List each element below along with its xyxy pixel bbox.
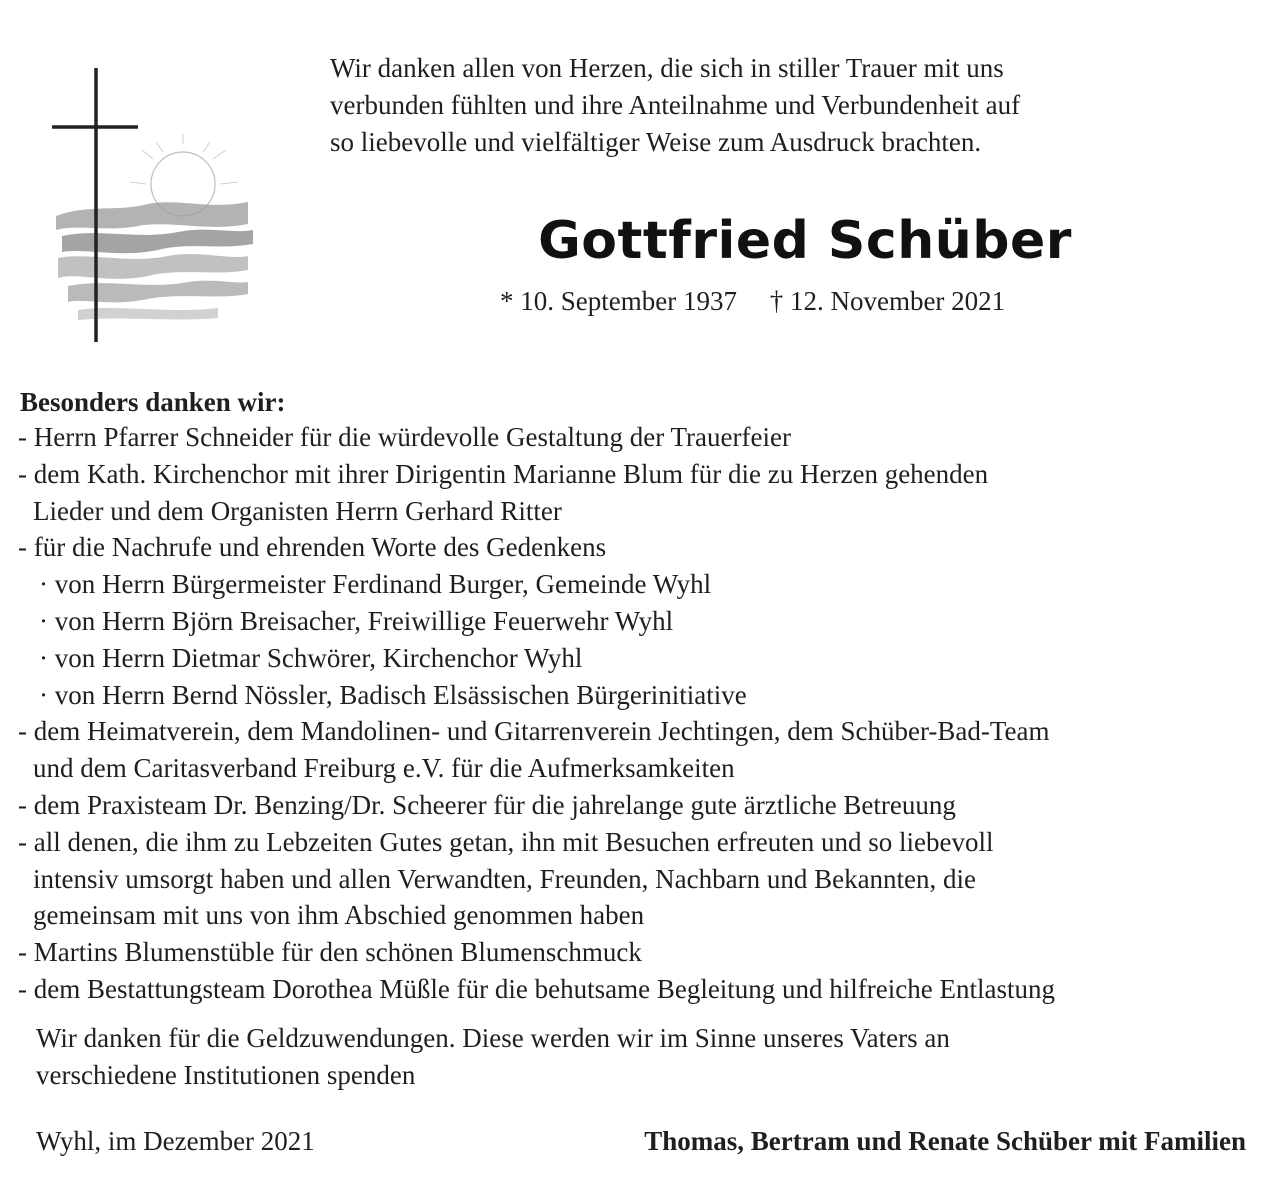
- thanks-line: - für die Nachrufe und ehrenden Worte des Gedenkens: [18, 532, 607, 563]
- thanks-line: - Herrn Pfarrer Schneider für die würdevolle Gestaltung der Trauerfeier: [18, 422, 791, 452]
- thanks-line: Lieder und dem Organisten Herrn Gerhard Ritter: [33, 495, 562, 526]
- birth-date: * 10. September 1937: [500, 286, 737, 316]
- thanks-line: - dem Bestattungsteam Dorothea Müßle für die behutsame Begleitung und hilfreiche Entlastung: [18, 973, 1055, 1004]
- thanks-line: gemeinsam mit uns von ihm Abschied genommen haben: [33, 900, 645, 931]
- thanks-subline: · von Herrn Dietmar Schwörer, Kirchenchor Wyhl: [39, 642, 583, 673]
- thanks-line: - all denen, die ihm zu Lebzeiten Gutes getan, ihn mit Besuchen erfreuten und so liebevoll: [18, 826, 994, 857]
- thanks-line: und dem Caritasverband Freiburg e.V. für die Aufmerksamkeiten: [33, 753, 735, 784]
- life-dates: [500, 283, 1120, 319]
- thanks-line: intensiv umsorgt haben und allen Verwandten, Freunden, Nachbarn und Bekannten, die: [33, 863, 977, 894]
- thanks-subline: · von Herrn Bürgermeister Ferdinand Burger, Gemeinde Wyhl: [39, 569, 712, 600]
- donation-line: Wir danken für die Geldzuwendungen. Diese werden wir im Sinne unseres Vaters an: [36, 1023, 950, 1053]
- death-date: † 12. November 2021: [769, 286, 1006, 316]
- thanks-line: - dem Kath. Kirchenchor mit ihrer Dirigentin Marianne Blum für die zu Herzen gehenden: [18, 458, 989, 489]
- cross-landscape-icon: [48, 64, 258, 354]
- donation-line: verschiedene Institutionen spenden: [36, 1060, 416, 1090]
- thanks-heading: Besonders danken wir:: [20, 387, 286, 417]
- thanks-line: - Martins Blumenstüble für den schönen Blumenschmuck: [18, 937, 642, 968]
- thanks-line: - dem Praxisteam Dr. Benzing/Dr. Scheerer für die jahrelange gute ärztliche Betreuung: [18, 789, 956, 820]
- intro-text: [330, 50, 1230, 161]
- donation-note: [36, 1020, 1246, 1094]
- signature: Thomas, Bertram und Renate Schüber mit Familien: [644, 1126, 1246, 1156]
- deceased-name: Gottfried Schüber: [538, 211, 1072, 271]
- intro-line: Wir danken allen von Herzen, die sich in stiller Trauer mit uns: [330, 53, 1004, 83]
- thanks-subline: · von Herrn Björn Breisacher, Freiwillige Feuerwehr Wyhl: [39, 605, 674, 636]
- place-date: Wyhl, im Dezember 2021: [36, 1126, 315, 1156]
- thanks-list: [18, 419, 1263, 1008]
- thanks-line: - dem Heimatverein, dem Mandolinen- und Gitarrenverein Jechtingen, dem Schüber-Bad-Team: [18, 716, 1050, 747]
- intro-line: verbunden fühlten und ihre Anteilnahme und Verbundenheit auf: [330, 90, 1021, 120]
- thanks-subline: · von Herrn Bernd Nössler, Badisch Elsässischen Bürgerinitiative: [39, 679, 747, 710]
- intro-line: so liebevolle und vielfältiger Weise zum Ausdruck brachten.: [330, 127, 982, 157]
